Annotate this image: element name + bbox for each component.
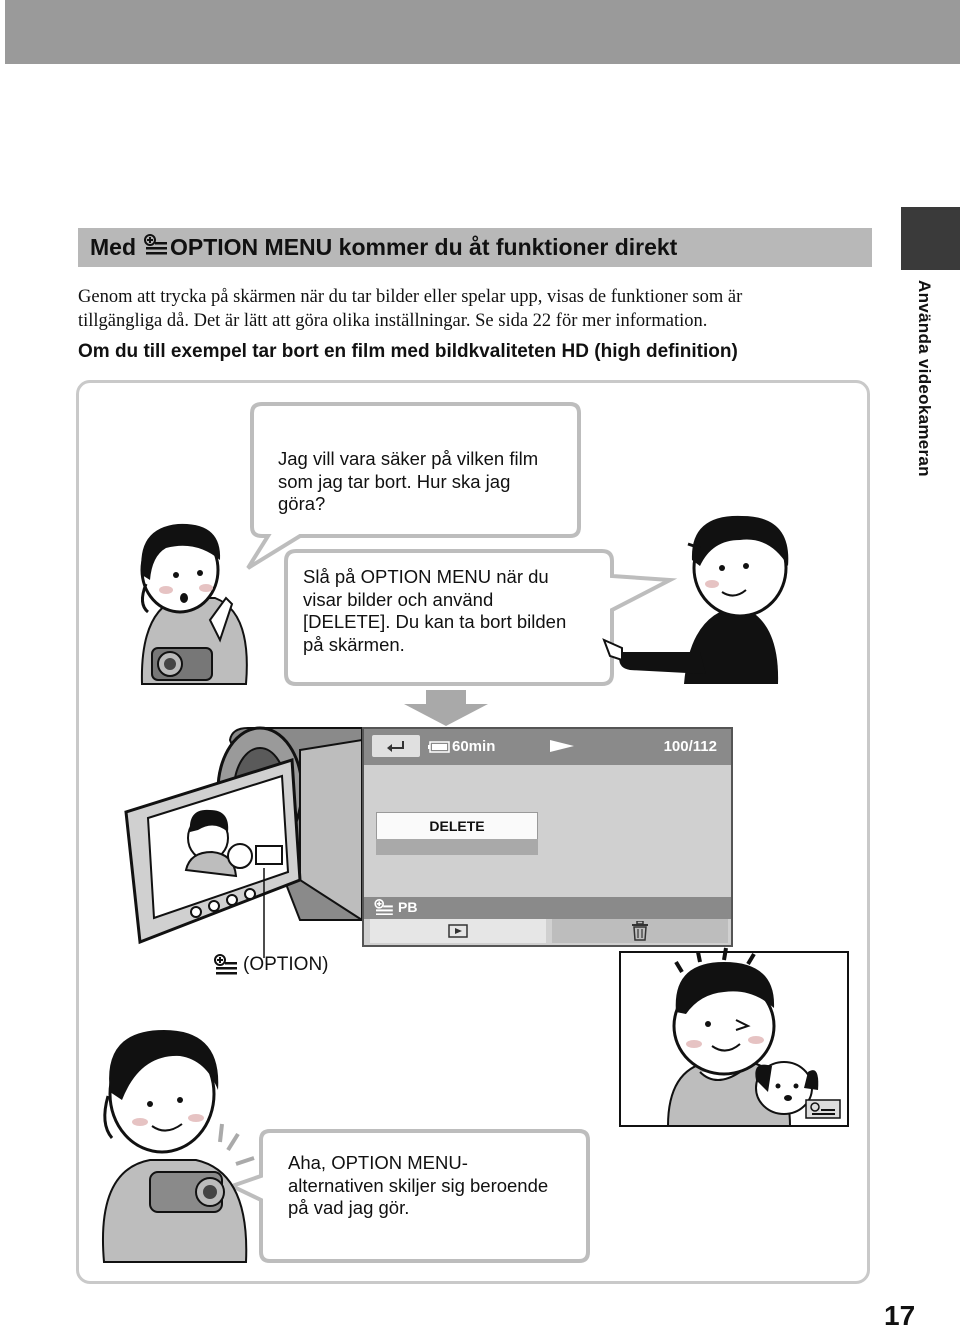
answer-bubble-text bbox=[303, 566, 603, 656]
mode-label: PB bbox=[398, 899, 418, 915]
header-title-prefix: Med bbox=[90, 234, 136, 260]
answer-line-3: [DELETE]. Du kan ta bort bilden bbox=[303, 611, 567, 632]
woman-figure-top bbox=[141, 524, 247, 684]
intro-line-2: tillgängliga då. Det är lätt att göra olika inställningar. Se sida 22 för mer information. bbox=[78, 311, 708, 331]
delete-button-shadow bbox=[376, 839, 538, 855]
trash-icon bbox=[631, 921, 649, 941]
playback-icon bbox=[448, 924, 468, 938]
option-button-label bbox=[213, 954, 329, 976]
mode-bar bbox=[364, 897, 731, 919]
play-icon bbox=[550, 739, 574, 758]
answer-line-1: Slå på OPTION MENU när du bbox=[303, 566, 549, 587]
option-label-text: (OPTION) bbox=[243, 954, 329, 975]
trash-button[interactable] bbox=[552, 919, 728, 943]
example-heading: Om du till exempel tar bort en film med bildkvaliteten HD (high definition) bbox=[78, 341, 738, 362]
aha-line-2: alternativen skiljer sig beroende bbox=[288, 1174, 549, 1196]
delete-button[interactable]: DELETE bbox=[376, 812, 538, 840]
answer-line-2: visar bilder och använd bbox=[303, 588, 494, 610]
mode-indicator bbox=[374, 899, 417, 915]
woman-figure-bottom bbox=[103, 1030, 254, 1262]
return-button[interactable] bbox=[372, 735, 420, 757]
aha-line-1: Aha, OPTION MENU- bbox=[288, 1152, 468, 1173]
question-line-3: göra? bbox=[278, 493, 326, 514]
battery-icon bbox=[428, 740, 450, 758]
question-bubble-text bbox=[278, 448, 568, 516]
playback-button[interactable] bbox=[370, 919, 546, 943]
option-menu-icon bbox=[374, 899, 394, 915]
question-line-1: Jag vill vara säker på vilken film bbox=[278, 448, 539, 469]
page-number: 17 bbox=[884, 1300, 916, 1331]
file-counter: 100/112 bbox=[663, 738, 717, 755]
camcorder-drawing bbox=[126, 728, 362, 958]
side-tab-label: Använda videokameran bbox=[915, 280, 934, 477]
arrow-down-icon bbox=[404, 690, 488, 726]
result-image bbox=[620, 948, 848, 1126]
lcd-screen bbox=[362, 727, 733, 947]
answer-line-4: på skärmen. bbox=[303, 633, 405, 655]
question-line-2: som jag tar bort. Hur ska jag bbox=[278, 470, 511, 492]
remaining-time: 60min bbox=[452, 738, 496, 755]
option-menu-icon bbox=[213, 954, 239, 976]
aha-line-3: på vad jag gör. bbox=[288, 1197, 410, 1218]
header-title: OPTION MENU kommer du åt funktioner direkt bbox=[170, 234, 678, 260]
intro-line-1: Genom att trycka på skärmen när du tar bilder eller spelar upp, visas de funktioner som är bbox=[78, 287, 743, 307]
return-icon bbox=[385, 739, 407, 753]
aha-bubble-text bbox=[288, 1152, 584, 1220]
